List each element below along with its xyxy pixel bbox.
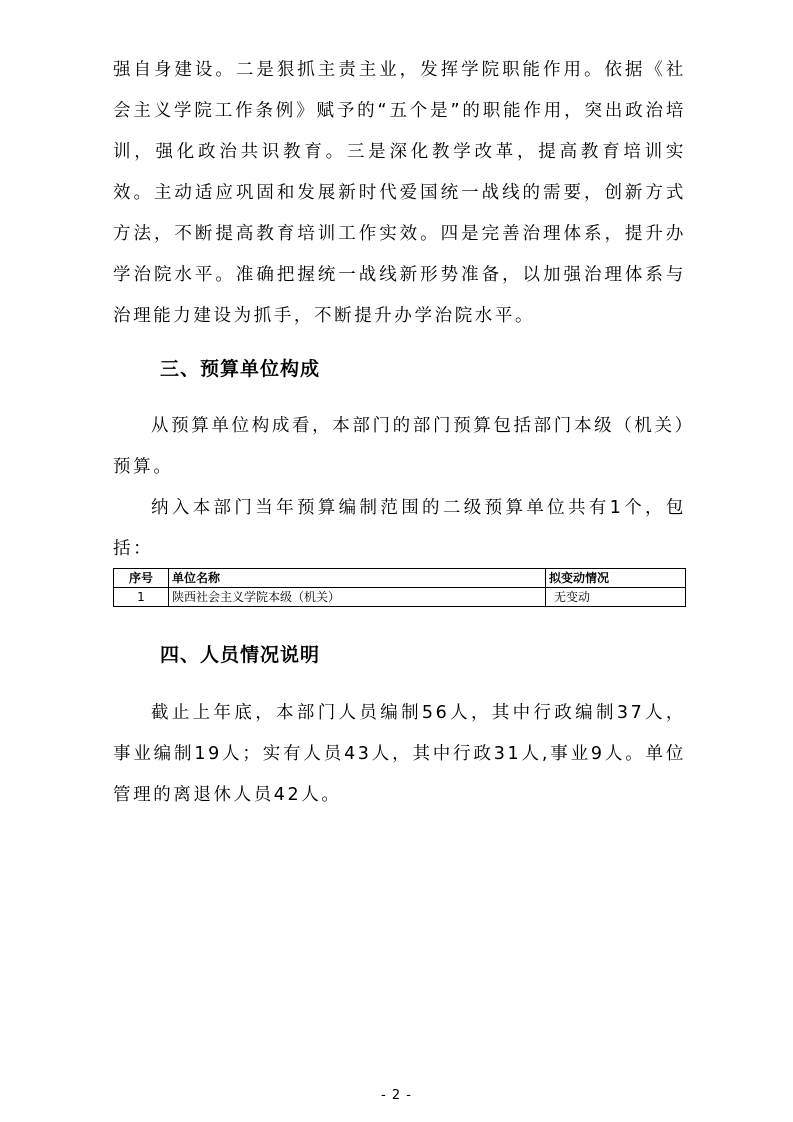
- header-serial-number: 序号: [114, 569, 169, 588]
- budget-units-table: [113, 568, 686, 607]
- page-number: - 2 -: [381, 1088, 412, 1103]
- section-heading-budget-units: 三、预算单位构成: [160, 358, 321, 380]
- secondary-units-paragraph: 纳入本部门当年预算编制范围的二级预算单位共有1个，包括：: [113, 498, 686, 559]
- cell-unit-name: 陕西社会主义学院本级（机关）: [169, 588, 546, 607]
- budget-units-paragraph: 从预算单位构成看，本部门的部门预算包括部门本级（机关）预算。: [113, 416, 686, 477]
- table-row: [114, 588, 686, 607]
- header-unit-name: 单位名称: [169, 569, 546, 588]
- section-heading-personnel: 四、人员情况说明: [160, 644, 321, 666]
- cell-planned-change: 无变动: [546, 588, 686, 607]
- cell-serial-number: 1: [114, 588, 169, 607]
- personnel-paragraph: 截止上年底，本部门人员编制56人，其中行政编制37人，事业编制19人；实有人员43人，其中行政31人,事业9人。单位管理的离退休人员42人。: [113, 703, 686, 805]
- header-planned-change: 拟变动情况: [546, 569, 686, 588]
- table-header-row: [114, 569, 686, 588]
- intro-paragraph: 强自身建设。二是狠抓主责主业，发挥学院职能作用。依据《社会主义学院工作条例》赋予的“五个是”的职能作用，突出政治培训，强化政治共识教育。三是深化教学改革，提高教育培训实效。主动适应巩固和发展新时代爱国统一战线的需要，创新方式方法，不断提高教育培训工作实效。四是完善治理体系，提升办学治院水平。准确把握统一战线新形势准备，以加强治理体系与治理能力建设为抓手，不断提升办学治院水平。: [113, 60, 686, 326]
